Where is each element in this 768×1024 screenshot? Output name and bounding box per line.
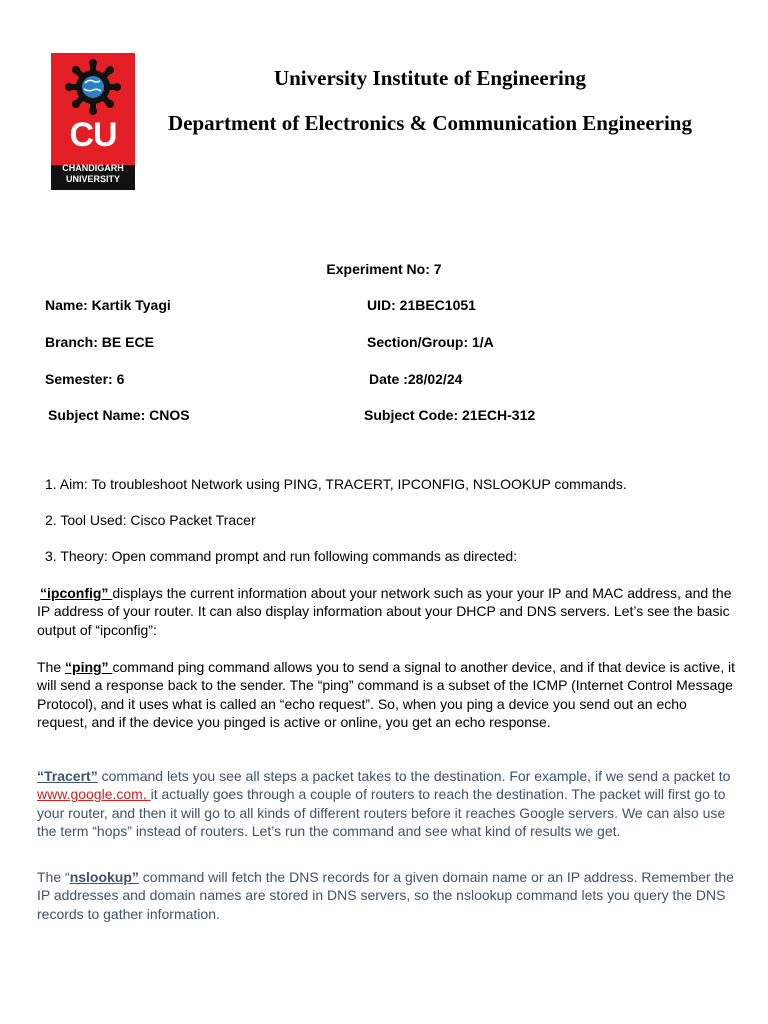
subject-code: Subject Code: 21ECH-312 xyxy=(364,407,536,423)
nslookup-term: nslookup” xyxy=(69,869,139,885)
logo-initials: CU xyxy=(69,116,117,154)
institute-title: University Institute of Engineering xyxy=(273,66,587,90)
university-logo xyxy=(51,53,135,190)
section-group: Section/Group: 1/A xyxy=(367,334,494,350)
branch: Branch: BE ECE xyxy=(45,334,154,350)
subject-name: Subject Name: CNOS xyxy=(48,407,190,423)
google-link[interactable]: www.google.com, xyxy=(37,786,151,803)
tracert-text-1: command lets you see all steps a packet takes to the destination. For example, if we send a packet to xyxy=(97,768,731,784)
tracert-paragraph xyxy=(37,767,737,840)
ping-term: “ping” xyxy=(65,659,113,675)
nslookup-paragraph xyxy=(37,868,737,923)
logo-line-1: CHANDIGARH xyxy=(62,163,124,173)
student-name: Name: Kartik Tyagi xyxy=(45,297,171,313)
logo-university-name xyxy=(51,163,135,185)
nslookup-text: command will fetch the DNS records for a given domain name or an IP address. Remember the IP addresses and domain names are stored in DNS servers, so the nslookup command lets you query the DNS records to gather information. xyxy=(37,869,734,922)
ipconfig-text: displays the current information about your network such as your your IP and MAC address, and the IP address of your router. It can also display information about your DHCP and DNS servers. Let’s see the basic output of “ipconfig”: xyxy=(37,585,732,638)
department-title: Department of Electronics & Communication Engineering xyxy=(168,111,692,135)
student-uid: UID: 21BEC1051 xyxy=(367,297,476,313)
date: Date :28/02/24 xyxy=(369,371,463,387)
experiment-number: Experiment No: 7 xyxy=(326,261,442,277)
theory-item: 3. Theory: Open command prompt and run following commands as directed: xyxy=(45,548,518,564)
logo-line-2: UNIVERSITY xyxy=(65,174,120,184)
ping-text: command ping command allows you to send a signal to another device, and if that device is active, it will send a response back to the sender. The “ping” command is a subset of the ICMP (Internet Control Message Protocol), and it uses what is called an “echo request”. So, when you ping a device you send out an echo request, and if the device you pinged is active or online, you get an echo response. xyxy=(37,659,736,730)
ping-prefix: The xyxy=(37,659,66,675)
ipconfig-paragraph xyxy=(37,584,737,639)
tool-item: 2. Tool Used: Cisco Packet Tracer xyxy=(45,512,256,528)
tracert-term: “Tracert” xyxy=(37,768,98,784)
tracert-text-2: it actually goes through a couple of routers to reach the destination. The packet will first go to your router, and then it will go to all kinds of different routers before it reaches Google servers. We can also use the term “hops” instead of routers. Let’s run the command and see what kind of results we get. xyxy=(37,786,726,839)
gear-globe-emblem-icon xyxy=(61,57,125,117)
semester: Semester: 6 xyxy=(45,371,125,387)
nslookup-prefix: The “ xyxy=(37,869,70,885)
ipconfig-term: “ipconfig” xyxy=(40,585,113,601)
aim-item: 1. Aim: To troubleshoot Network using PING, TRACERT, IPCONFIG, NSLOOKUP commands. xyxy=(45,476,627,492)
ping-paragraph xyxy=(37,658,737,731)
